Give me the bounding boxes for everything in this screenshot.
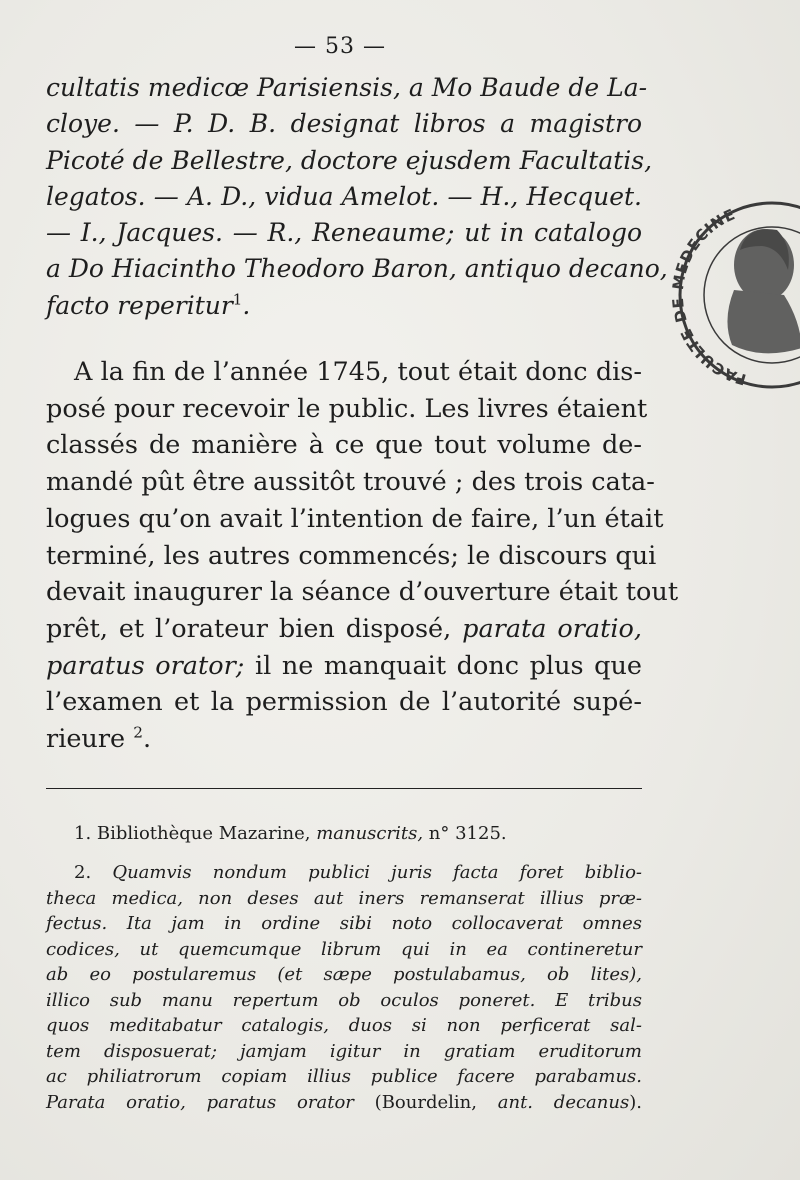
footnote-2: [46, 860, 642, 1115]
footnote-text: Quamvis nondum publici juris facta foret biblio-: [112, 862, 642, 883]
footnote-number: 1.: [74, 823, 92, 844]
text-line: mandé pût être aussitôt trouvé ; des trois cata-: [46, 467, 655, 498]
end-punct: .: [242, 290, 251, 320]
footnote-ref-2: 2: [133, 723, 143, 742]
latin-paragraph: [46, 70, 668, 324]
footnotes: [46, 822, 642, 1115]
footnote-text: Bibliothèque Mazarine,: [96, 823, 311, 844]
text-line: legatos. — A. D., vidua Amelot. — H., Hecquet.: [46, 181, 642, 211]
footnote-italic: Parata oratio, paratus orator: [46, 1091, 354, 1113]
footnote-line: tem disposuerat; jamjam igitur in gratiam eruditorum: [46, 1040, 642, 1062]
page-number: — 53 —: [294, 34, 386, 59]
text-line: cultatis medicœ Parisiensis, a Mo Baude de La-: [46, 73, 648, 102]
text-line: Picoté de Bellestre, doctore ejusdem Facultatis,: [46, 145, 653, 175]
footnote-divider: [46, 788, 642, 789]
italic-phrase: parata oratio,: [462, 613, 642, 644]
text-line: l’examen et la permission de l’autorité supé-: [46, 687, 642, 718]
text-line: A la fin de l’année 1745, tout était donc dis-: [74, 357, 642, 387]
text-line-last: [46, 288, 642, 324]
footnote-line: [46, 860, 642, 886]
footnote-line: fectus. Ita jam in ordine sibi noto collocaverat omnes: [46, 913, 642, 934]
text-line: [46, 611, 642, 648]
footnote-text: n° 3125.: [428, 823, 507, 844]
line-text: il ne manquait donc plus que: [254, 650, 642, 681]
main-paragraph: [46, 354, 679, 758]
footnote-text: (Bourdelin,: [374, 1091, 477, 1113]
text-line: terminé, les autres commencés; le discours qui: [46, 540, 657, 571]
footnote-line: quos meditabatur catalogis, duos si non perficerat sal-: [46, 1015, 642, 1036]
footnote-number: 2.: [74, 862, 92, 883]
footnote-italic: manuscrits,: [316, 823, 424, 844]
faculty-stamp-icon: [652, 170, 800, 420]
footnote-line: ac philiatrorum copiam illius publice facere parabamus.: [46, 1066, 642, 1087]
text-line: classés de manière à ce que tout volume de-: [46, 430, 642, 461]
text-line: — I., Jacques. — R., Reneaume; ut in catalogo: [46, 218, 642, 248]
italic-phrase: paratus orator;: [46, 650, 245, 681]
end-punct: .: [142, 724, 152, 755]
footnote-line-last: [46, 1090, 642, 1116]
line-text: facto reperitur: [46, 290, 233, 320]
text-line: logues qu’on avait l’intention de faire, l’un était: [46, 503, 664, 534]
text-line: posé pour recevoir le public. Les livres étaient: [46, 393, 648, 424]
footnote-line: codices, ut quemcumque librum qui in ea contineretur: [46, 938, 642, 960]
footnote-line: theca medica, non deses aut iners remanserat illius præ-: [46, 887, 642, 909]
text-line: a Do Hiacintho Theodoro Baron, antiquo decano,: [46, 254, 668, 284]
footnote-line: illico sub manu repertum ob oculos poneret. E tribus: [46, 989, 642, 1011]
footnote-text: ).: [629, 1091, 642, 1113]
footnote-line: ab eo postularemus (et sæpe postulabamus, ob lites),: [46, 964, 642, 985]
footnote-italic: ant. decanus: [497, 1091, 630, 1113]
text-line: devait inaugurer la séance d’ouverture était tout: [46, 577, 679, 608]
text-line-last: [46, 721, 642, 758]
text-line: cloye. — P. D. B. designat libros a magistro: [46, 109, 642, 139]
line-text: rieure: [46, 724, 126, 755]
stamp-text: FACULTE DE MEDECINE: [668, 205, 749, 389]
footnote-ref-1: 1: [232, 290, 243, 309]
text-line: [46, 648, 642, 685]
line-text: prêt, et l’orateur bien disposé,: [46, 613, 452, 644]
footnote-1: [46, 822, 642, 846]
